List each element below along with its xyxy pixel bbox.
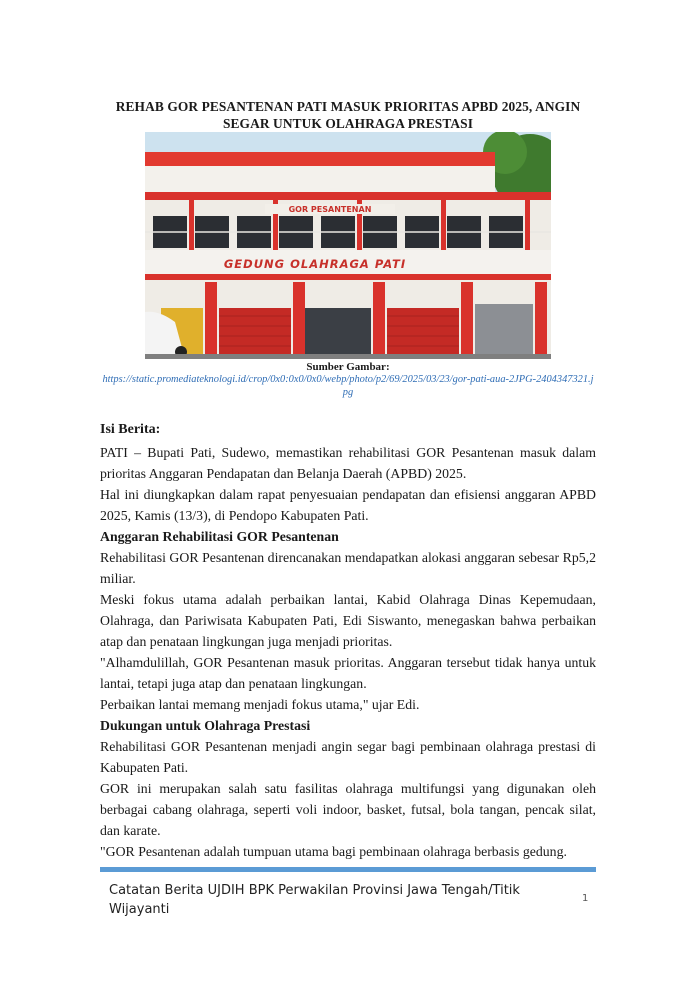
article-title: REHAB GOR PESANTENAN PATI MASUK PRIORITAS APBD 2025, ANGIN SEGAR UNTUK OLAHRAGA PRESTASI: [115, 99, 581, 131]
article-body: [100, 419, 596, 862]
paragraph: Rehabilitasi GOR Pesantenan menjadi angin segar bagi pembinaan olahraga prestasi di Kabupaten Pati.: [100, 739, 596, 775]
paragraph: PATI – Bupati Pati, Sudewo, memastikan rehabilitasi GOR Pesantenan masuk dalam prioritas Anggaran Pendapatan dan Belanja Daerah (APBD) 2025.: [100, 445, 596, 481]
section-label: Isi Berita:: [100, 422, 161, 437]
paragraph: Rehabilitasi GOR Pesantenan direncanakan mendapatkan alokasi anggaran sebesar Rp5,2 miliar.: [100, 550, 596, 586]
paragraph: Meski fokus utama adalah perbaikan lantai, Kabid Olahraga Dinas Kepemudaan, Olahraga, dan Pariwisata Kabupaten Pati, Edi Siswanto, menegaskan bahwa perbaikan atap dan penataan lingkungan juga menjadi prioritas.: [100, 592, 596, 649]
page-number: 1: [582, 893, 589, 904]
paragraph: GOR ini merupakan salah satu fasilitas olahraga multifungsi yang digunakan oleh berbagai cabang olahraga, seperti voli indoor, basket, futsal, bola tangan, pencak silat, dan karate.: [100, 781, 596, 838]
paragraph: Hal ini diungkapkan dalam rapat penyesuaian pendapatan dan efisiensi anggaran APBD 2025, Kamis (13/3), di Pendopo Kabupaten Pati.: [100, 487, 596, 523]
paragraph: "Alhamdulillah, GOR Pesantenan masuk prioritas. Anggaran tersebut tidak hanya untuk lantai, tetapi juga atap dan penataan lingkungan.: [100, 655, 596, 691]
image-source-link[interactable]: https://static.promediateknologi.id/crop/0x0:0x0/0x0/webp/photo/p2/69/2025/03/23/gor-pati-aua-2JPG-2404347321.jpg: [102, 374, 594, 398]
footer-divider: [100, 867, 596, 872]
subheading: Anggaran Rehabilitasi GOR Pesantenan: [100, 529, 339, 544]
subheading: Dukungan untuk Olahraga Prestasi: [100, 718, 311, 733]
paragraph: Perbaikan lantai memang menjadi fokus utama," ujar Edi.: [100, 697, 420, 712]
paragraph: "GOR Pesantenan adalah tumpuan utama bagi pembinaan olahraga berbasis gedung.: [100, 844, 567, 859]
gor-building-photo: [145, 132, 551, 359]
gor-top-sign: GOR PESANTENAN: [288, 205, 372, 214]
gor-main-sign: GEDUNG OLAHRAGA PATI: [223, 257, 407, 271]
image-caption-label: Sumber Gambar:: [306, 361, 390, 373]
footer-note: Catatan Berita UJDIH BPK Perwakilan Provinsi Jawa Tengah/Titik Wijayanti: [109, 883, 520, 917]
